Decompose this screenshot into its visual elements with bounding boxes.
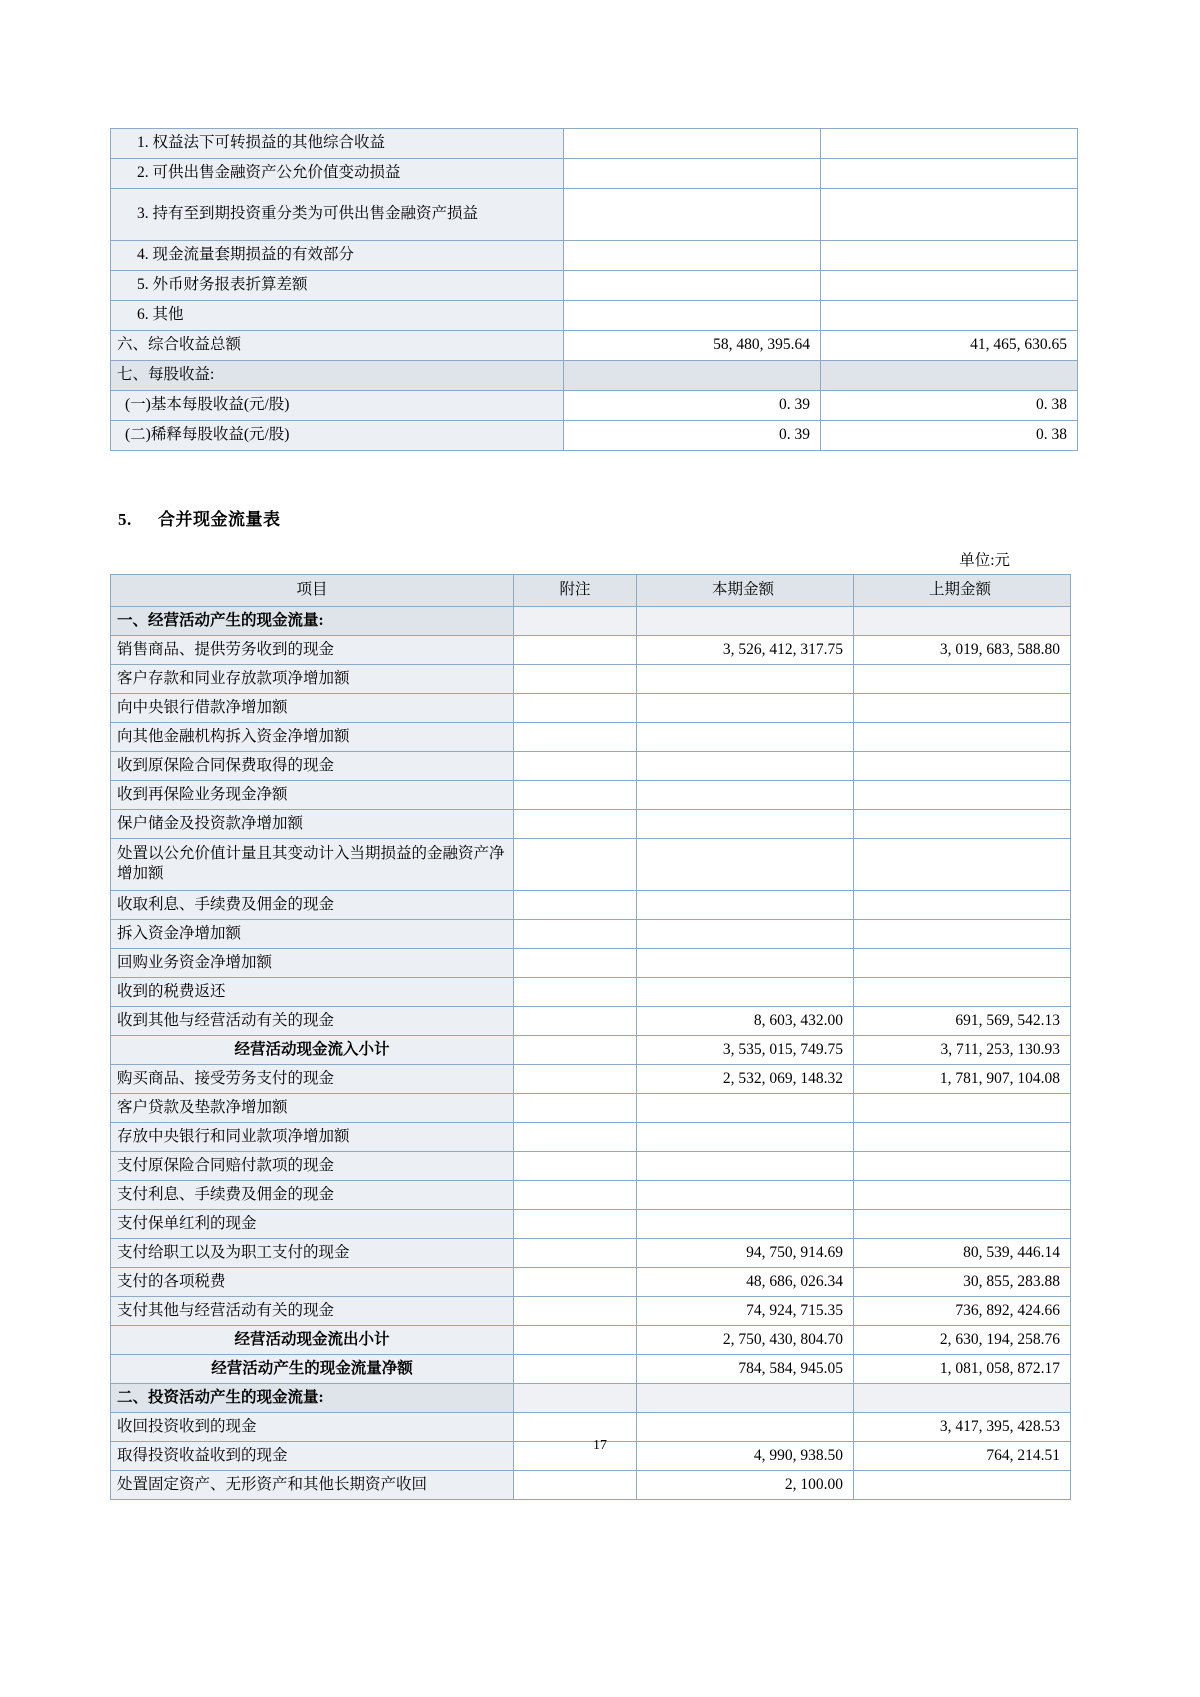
row-item-label: 存放中央银行和同业款项净增加额 [111,1123,514,1152]
row-note [514,1210,637,1239]
row-current-value [564,271,821,301]
row-note [514,752,637,781]
row-note [514,1384,637,1413]
row-note [514,665,637,694]
row-note [514,978,637,1007]
row-previous-amount [854,723,1071,752]
row-item-label: 处置固定资产、无形资产和其他长期资产收回 [111,1471,514,1500]
row-previous-amount [854,1152,1071,1181]
unit-label: 单位:元 [959,552,1010,569]
table-row [111,949,1071,978]
row-previous-amount [854,752,1071,781]
column-header: 上期金额 [854,575,1071,607]
row-previous-amount: 3, 711, 253, 130.93 [854,1036,1071,1065]
comprehensive-income-body [111,129,1078,451]
table-row [111,241,1078,271]
table-row [111,723,1071,752]
row-current-amount [637,1210,854,1239]
row-item-label: 支付给职工以及为职工支付的现金 [111,1239,514,1268]
table-row [111,665,1071,694]
row-label: 5. 外币财务报表折算差额 [111,271,564,301]
row-note [514,1268,637,1297]
table-row [111,1036,1071,1065]
row-label: 6. 其他 [111,301,564,331]
table-row [111,1297,1071,1326]
row-current-value: 0. 39 [564,421,821,451]
row-previous-amount: 691, 569, 542.13 [854,1007,1071,1036]
row-note [514,694,637,723]
row-item-label: 回购业务资金净增加额 [111,949,514,978]
row-previous-amount [854,978,1071,1007]
table-row [111,1123,1071,1152]
row-item-label: 收到其他与经营活动有关的现金 [111,1007,514,1036]
row-previous-amount [854,1384,1071,1413]
row-current-value [564,301,821,331]
row-note [514,1297,637,1326]
row-note [514,949,637,978]
table-row [111,694,1071,723]
row-note [514,1471,637,1500]
row-previous-value [821,189,1078,241]
row-item-label: 向其他金融机构拆入资金净增加额 [111,723,514,752]
row-current-amount: 94, 750, 914.69 [637,1239,854,1268]
row-item-label: 保户储金及投资款净增加额 [111,810,514,839]
row-previous-amount [854,891,1071,920]
row-note [514,723,637,752]
row-item-label: 一、经营活动产生的现金流量: [111,607,514,636]
row-note [514,1094,637,1123]
table-row [111,636,1071,665]
row-item-label: 收到的税费返还 [111,978,514,1007]
column-header: 本期金额 [637,575,854,607]
row-previous-value: 41, 465, 630.65 [821,331,1078,361]
row-previous-amount [854,1181,1071,1210]
table-row [111,1007,1071,1036]
cash-flow-body [111,575,1071,1500]
row-previous-amount [854,665,1071,694]
row-item-label: 购买商品、接受劳务支付的现金 [111,1065,514,1094]
row-previous-amount: 2, 630, 194, 258.76 [854,1326,1071,1355]
row-previous-value: 0. 38 [821,391,1078,421]
row-current-value [564,189,821,241]
table-row [111,891,1071,920]
row-previous-amount [854,1210,1071,1239]
row-previous-amount [854,1123,1071,1152]
row-previous-amount: 736, 892, 424.66 [854,1297,1071,1326]
row-current-amount [637,1152,854,1181]
row-current-amount [637,839,854,891]
row-current-amount [637,1384,854,1413]
row-previous-amount: 764, 214.51 [854,1442,1071,1471]
row-previous-value [821,361,1078,391]
row-current-amount [637,891,854,920]
row-current-amount: 3, 526, 412, 317.75 [637,636,854,665]
comprehensive-income-table [110,128,1078,451]
table-row [111,781,1071,810]
row-previous-amount: 30, 855, 283.88 [854,1268,1071,1297]
row-previous-amount [854,1471,1071,1500]
row-previous-amount [854,839,1071,891]
row-note [514,1181,637,1210]
row-item-label: 支付利息、手续费及佣金的现金 [111,1181,514,1210]
row-previous-amount: 80, 539, 446.14 [854,1239,1071,1268]
section-title: 合并现金流量表 [158,510,281,529]
table-row [111,1094,1071,1123]
row-previous-amount [854,1094,1071,1123]
row-previous-value [821,301,1078,331]
table-header-row [111,575,1071,607]
row-current-value [564,129,821,159]
row-previous-value [821,241,1078,271]
cash-flow-table [110,574,1071,1500]
row-current-value: 0. 39 [564,391,821,421]
row-note [514,1355,637,1384]
row-item-label: 二、投资活动产生的现金流量: [111,1384,514,1413]
table-row [111,1065,1071,1094]
row-previous-value [821,271,1078,301]
row-item-label: 拆入资金净增加额 [111,920,514,949]
row-previous-value [821,159,1078,189]
row-current-amount [637,665,854,694]
table-row [111,361,1078,391]
table-row [111,978,1071,1007]
row-note [514,781,637,810]
row-label: 3. 持有至到期投资重分类为可供出售金融资产损益 [111,189,564,241]
row-note [514,1065,637,1094]
section-number: 5. [118,510,132,529]
row-current-amount: 8, 603, 432.00 [637,1007,854,1036]
row-current-amount [637,607,854,636]
row-item-label: 收到原保险合同保费取得的现金 [111,752,514,781]
row-item-label: 支付其他与经营活动有关的现金 [111,1297,514,1326]
row-previous-amount [854,920,1071,949]
row-label: 4. 现金流量套期损益的有效部分 [111,241,564,271]
table-row [111,1181,1071,1210]
row-previous-amount [854,810,1071,839]
table-row [111,1471,1071,1500]
table-row [111,159,1078,189]
row-note [514,1123,637,1152]
row-note [514,810,637,839]
row-current-amount: 2, 100.00 [637,1471,854,1500]
row-current-amount [637,723,854,752]
row-previous-amount [854,781,1071,810]
row-previous-amount [854,607,1071,636]
row-previous-value [821,129,1078,159]
row-current-amount: 74, 924, 715.35 [637,1297,854,1326]
row-note [514,1007,637,1036]
row-current-amount: 784, 584, 945.05 [637,1355,854,1384]
row-item-label: 客户贷款及垫款净增加额 [111,1094,514,1123]
row-item-label: 经营活动现金流入小计 [111,1036,514,1065]
table-row [111,331,1078,361]
row-note [514,1239,637,1268]
row-label: 2. 可供出售金融资产公允价值变动损益 [111,159,564,189]
row-current-amount: 48, 686, 026.34 [637,1268,854,1297]
row-current-amount [637,810,854,839]
row-note [514,839,637,891]
table-row [111,271,1078,301]
row-previous-amount: 1, 781, 907, 104.08 [854,1065,1071,1094]
table-row [111,1210,1071,1239]
row-note [514,920,637,949]
table-row [111,752,1071,781]
table-row [111,1239,1071,1268]
row-current-amount: 4, 990, 938.50 [637,1442,854,1471]
row-note [514,1152,637,1181]
table-row [111,1355,1071,1384]
row-item-label: 经营活动产生的现金流量净额 [111,1355,514,1384]
row-item-label: 收回投资收到的现金 [111,1413,514,1442]
row-note [514,636,637,665]
row-previous-amount [854,949,1071,978]
table-row [111,1268,1071,1297]
row-current-amount [637,978,854,1007]
row-note [514,1036,637,1065]
row-item-label: 支付原保险合同赔付款项的现金 [111,1152,514,1181]
row-label: 六、综合收益总额 [111,331,564,361]
table-row [111,421,1078,451]
row-item-label: 收取利息、手续费及佣金的现金 [111,891,514,920]
table-row [111,1152,1071,1181]
row-current-amount [637,1181,854,1210]
section-heading [118,505,281,530]
row-label: 1. 权益法下可转损益的其他综合收益 [111,129,564,159]
row-item-label: 取得投资收益收到的现金 [111,1442,514,1471]
row-current-amount: 3, 535, 015, 749.75 [637,1036,854,1065]
table-row [111,839,1071,891]
row-item-label: 处置以公允价值计量且其变动计入当期损益的金融资产净增加额 [111,839,514,891]
table-row [111,1384,1071,1413]
page-number: 17 [593,1438,607,1453]
row-item-label: 销售商品、提供劳务收到的现金 [111,636,514,665]
row-current-amount [637,781,854,810]
row-current-amount [637,920,854,949]
column-header: 附注 [514,575,637,607]
table-row [111,810,1071,839]
row-note [514,891,637,920]
row-item-label: 支付保单红利的现金 [111,1210,514,1239]
row-note [514,607,637,636]
row-item-label: 经营活动现金流出小计 [111,1326,514,1355]
row-item-label: 向中央银行借款净增加额 [111,694,514,723]
column-header: 项目 [111,575,514,607]
row-current-value [564,361,821,391]
table-row [111,607,1071,636]
table-row [111,391,1078,421]
row-previous-amount: 3, 417, 395, 428.53 [854,1413,1071,1442]
row-current-amount: 2, 532, 069, 148.32 [637,1065,854,1094]
row-current-amount [637,694,854,723]
row-current-amount [637,1123,854,1152]
table-row [111,301,1078,331]
table-row [111,189,1078,241]
row-current-amount [637,949,854,978]
table-row [111,920,1071,949]
row-item-label: 支付的各项税费 [111,1268,514,1297]
row-current-amount [637,752,854,781]
row-note [514,1326,637,1355]
row-label: (二)稀释每股收益(元/股) [111,421,564,451]
row-previous-value: 0. 38 [821,421,1078,451]
table-row [111,129,1078,159]
row-current-value [564,159,821,189]
row-previous-amount: 1, 081, 058, 872.17 [854,1355,1071,1384]
row-current-amount [637,1094,854,1123]
row-current-amount: 2, 750, 430, 804.70 [637,1326,854,1355]
table-row [111,1326,1071,1355]
row-item-label: 收到再保险业务现金净额 [111,781,514,810]
row-previous-amount: 3, 019, 683, 588.80 [854,636,1071,665]
row-current-value [564,241,821,271]
row-item-label: 客户存款和同业存放款项净增加额 [111,665,514,694]
row-previous-amount [854,694,1071,723]
row-label: 七、每股收益: [111,361,564,391]
row-label: (一)基本每股收益(元/股) [111,391,564,421]
row-current-value: 58, 480, 395.64 [564,331,821,361]
